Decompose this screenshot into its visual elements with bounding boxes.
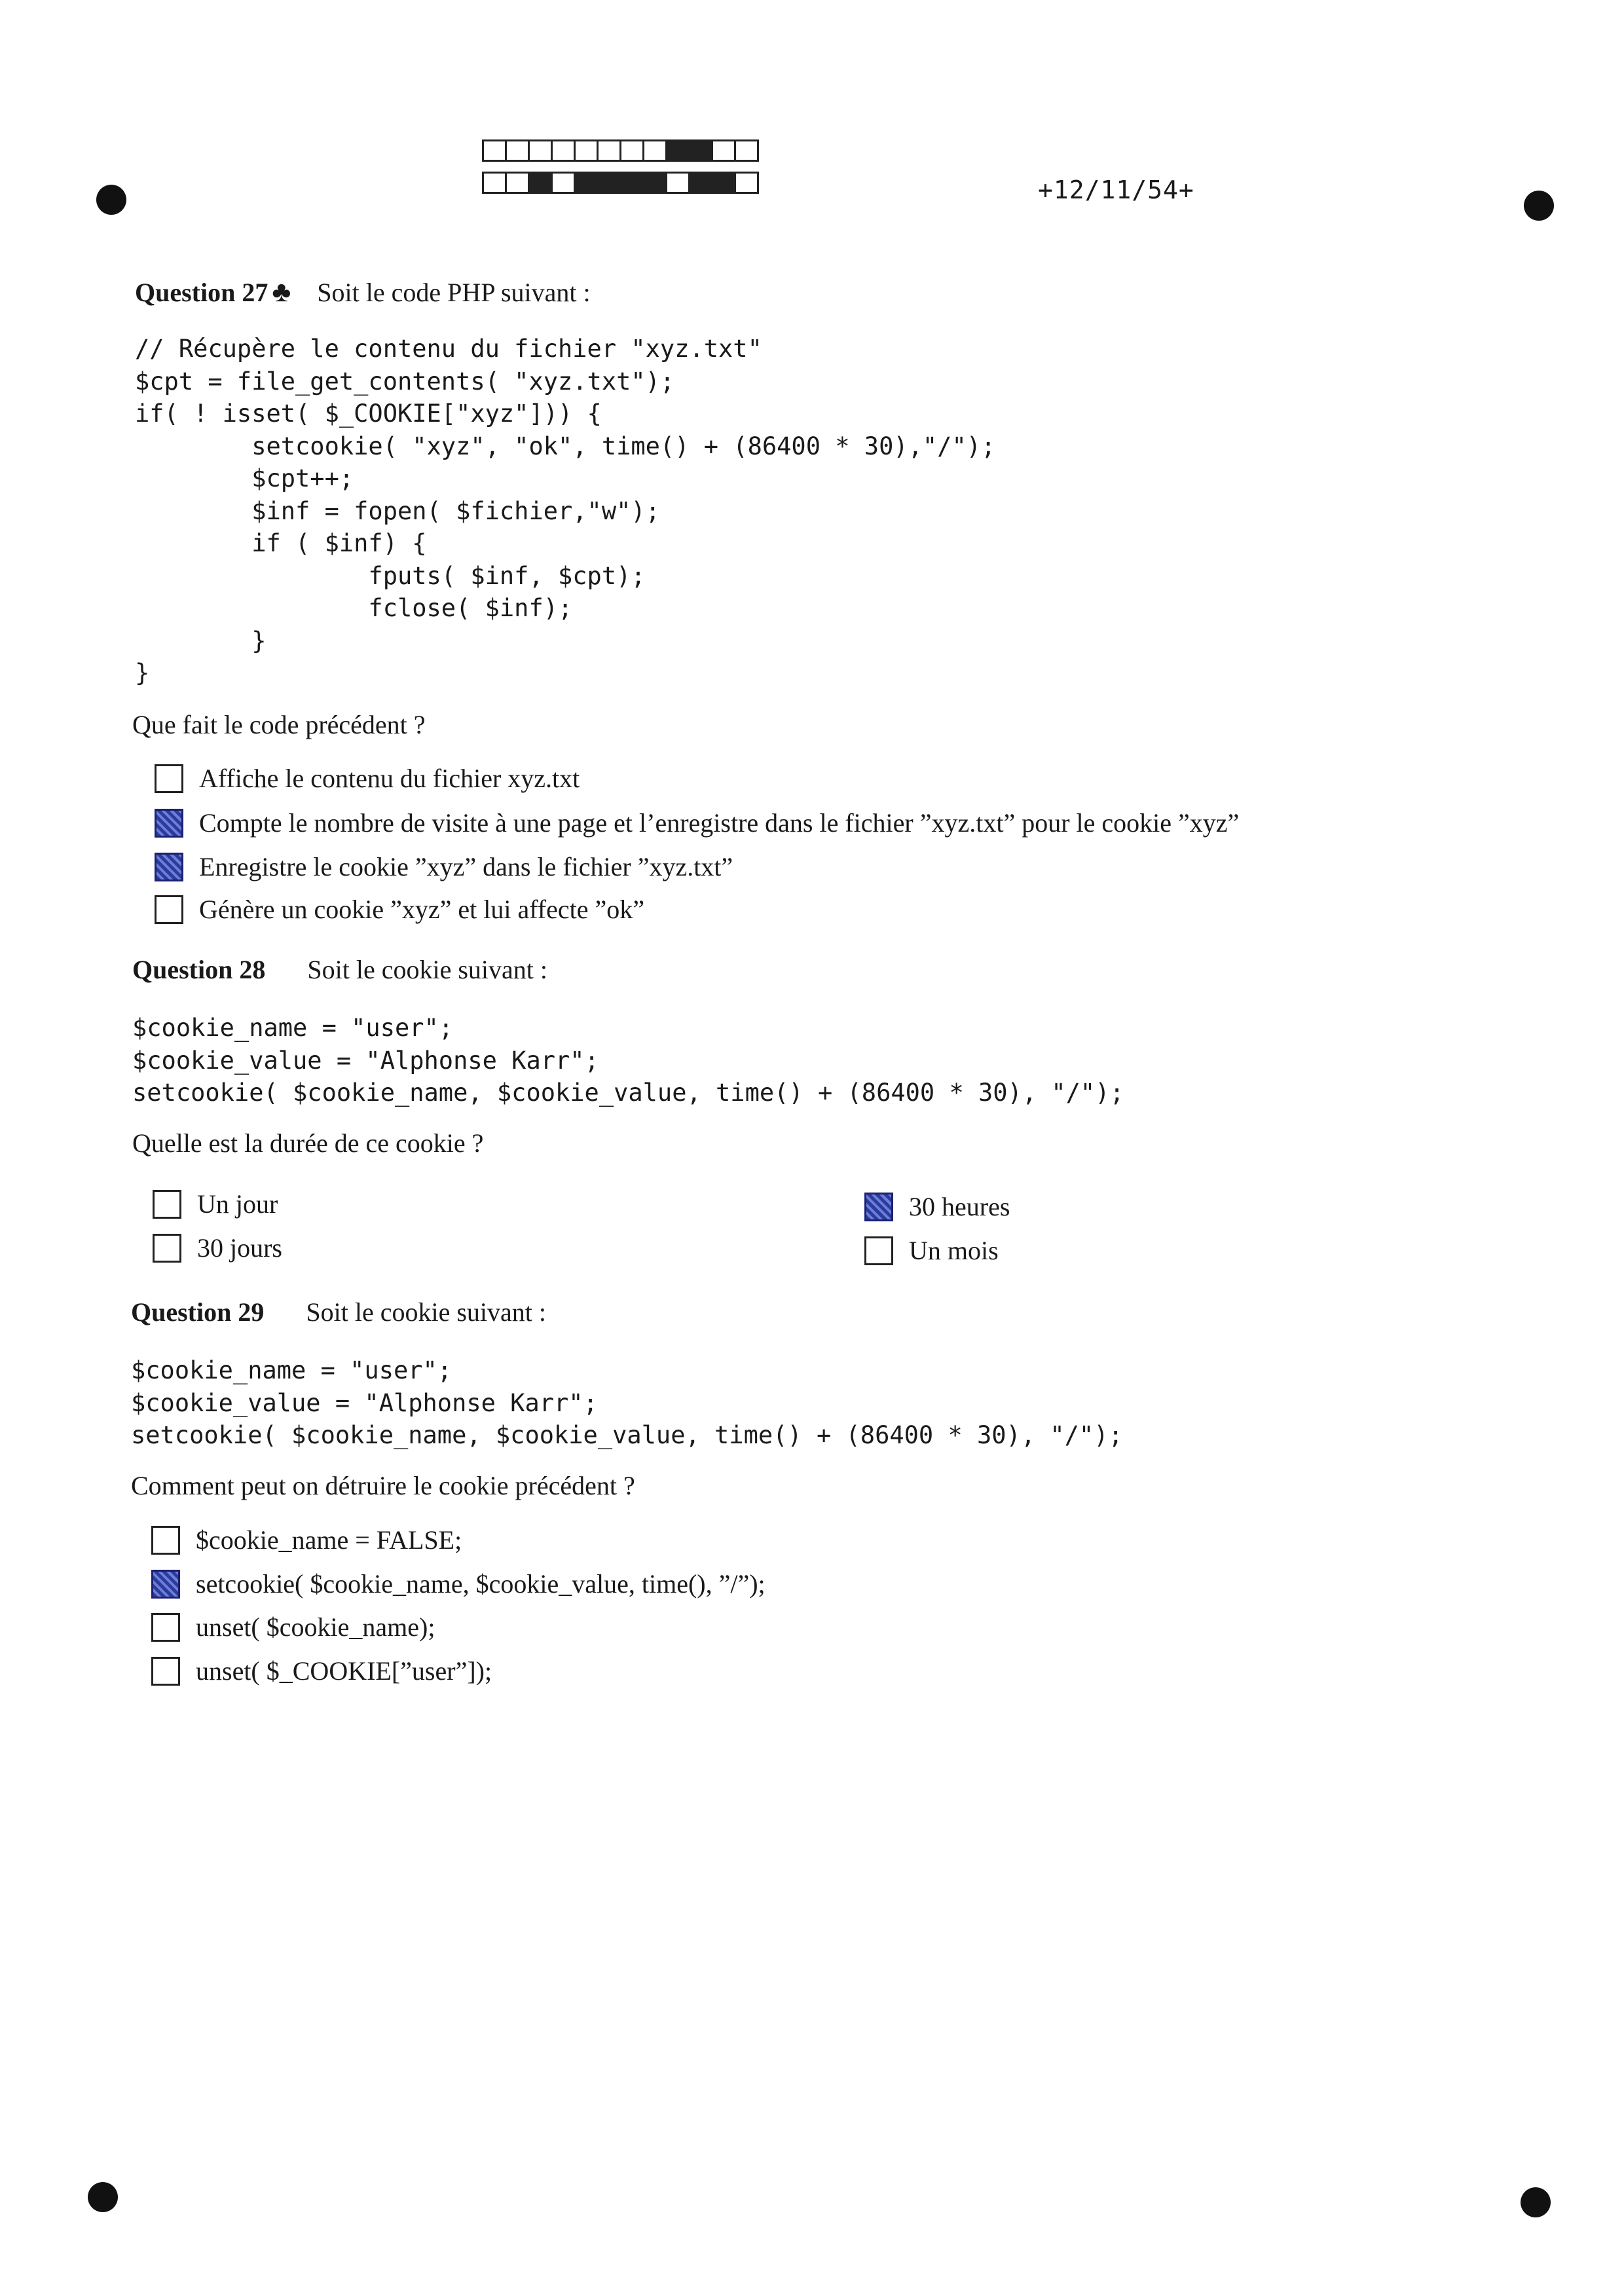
- registration-mark-top-left: [96, 185, 126, 215]
- answer-label: Génère un cookie ”xyz” et lui affecte ”ok”: [199, 895, 644, 924]
- registration-mark-bottom-right: [1521, 2187, 1551, 2217]
- checkbox[interactable]: [151, 1657, 180, 1686]
- q28-answer-2[interactable]: [153, 1232, 282, 1263]
- question-28-intro: Soit le cookie suivant :: [307, 955, 547, 984]
- checkbox[interactable]: [151, 1613, 180, 1642]
- answer-label: Enregistre le cookie ”xyz” dans le fichier ”xyz.txt”: [199, 852, 733, 881]
- q27-answer-1[interactable]: [155, 763, 580, 794]
- checkbox[interactable]: [153, 1234, 181, 1263]
- answer-label: 30 jours: [197, 1233, 282, 1263]
- question-28-header: [132, 954, 547, 985]
- question-29-code: $cookie_name = "user"; $cookie_value = "Alphonse Karr"; setcookie( $cookie_name, $cookie_value, time() + (86400 * 30), "/");: [131, 1356, 1123, 1449]
- answer-label: unset( $cookie_name);: [196, 1612, 435, 1642]
- question-27-header: [135, 275, 591, 308]
- q27-answer-2[interactable]: [155, 807, 1239, 838]
- answer-label: $cookie_name = FALSE;: [196, 1525, 462, 1555]
- question-27-prompt: Que fait le code précédent ?: [132, 710, 426, 739]
- question-28-code: $cookie_name = "user"; $cookie_value = "Alphonse Karr"; setcookie( $cookie_name, $cookie_value, time() + (86400 * 30), "/");: [132, 1014, 1124, 1107]
- q29-answer-1[interactable]: [151, 1525, 462, 1555]
- question-27-intro: Soit le code PHP suivant :: [317, 278, 591, 307]
- checkbox-checked[interactable]: [864, 1193, 893, 1221]
- checkbox-checked[interactable]: [155, 809, 183, 838]
- id-boxes-row-2: [482, 172, 757, 194]
- checkbox[interactable]: [151, 1526, 180, 1555]
- q29-answer-3[interactable]: [151, 1612, 435, 1642]
- q27-answer-4[interactable]: [155, 894, 644, 925]
- q29-answer-4[interactable]: [151, 1656, 492, 1686]
- registration-mark-top-right: [1524, 191, 1554, 221]
- question-27-code: // Récupère le contenu du fichier "xyz.txt" $cpt = file_get_contents( "xyz.txt"); if( ! isset( $_COOKIE["xyz"])) { setcookie( "xyz", "ok", time() + (86400 * 30),"/"); $cpt++; $inf = fopen( $fichier,"w"); if ( $inf) { fputs( $inf, $cpt); fclose( $inf); } }: [135, 335, 996, 687]
- page-code: +12/11/54+: [1038, 176, 1194, 204]
- answer-label: Compte le nombre de visite à une page et l’enregistre dans le fichier ”xyz.txt” pour le cookie ”xyz”: [199, 808, 1240, 838]
- checkbox-checked[interactable]: [155, 853, 183, 881]
- answer-label: setcookie( $cookie_name, $cookie_value, time(), ”/”);: [196, 1569, 766, 1599]
- answer-label: Affiche le contenu du fichier xyz.txt: [199, 764, 580, 793]
- answer-label: unset( $_COOKIE[”user”]);: [196, 1656, 492, 1686]
- checkbox[interactable]: [153, 1190, 181, 1219]
- checkbox[interactable]: [155, 895, 183, 924]
- q28-answer-4[interactable]: [864, 1235, 999, 1266]
- answer-label: 30 heures: [909, 1192, 1010, 1221]
- question-29-label: Question 29: [131, 1297, 265, 1327]
- question-29-intro: Soit le cookie suivant :: [306, 1297, 546, 1327]
- question-29-header: [131, 1297, 546, 1327]
- registration-mark-bottom-left: [88, 2182, 118, 2212]
- answer-label: Un mois: [909, 1236, 999, 1265]
- answer-label: Un jour: [197, 1189, 278, 1219]
- id-boxes-row-1: [482, 139, 757, 162]
- q28-answer-3[interactable]: [864, 1191, 1010, 1222]
- question-28-prompt: Quelle est la durée de ce cookie ?: [132, 1128, 484, 1158]
- checkbox[interactable]: [864, 1236, 893, 1265]
- checkbox-checked[interactable]: [151, 1570, 180, 1599]
- question-29-prompt: Comment peut on détruire le cookie précédent ?: [131, 1471, 635, 1500]
- q27-answer-3[interactable]: [155, 851, 733, 882]
- question-28-label: Question 28: [132, 955, 266, 984]
- q29-answer-2[interactable]: [151, 1568, 766, 1599]
- checkbox[interactable]: [155, 764, 183, 793]
- q28-answer-1[interactable]: [153, 1189, 278, 1219]
- question-27-label: Question 27: [135, 278, 268, 307]
- multiple-answers-club-icon: ♣: [272, 276, 291, 308]
